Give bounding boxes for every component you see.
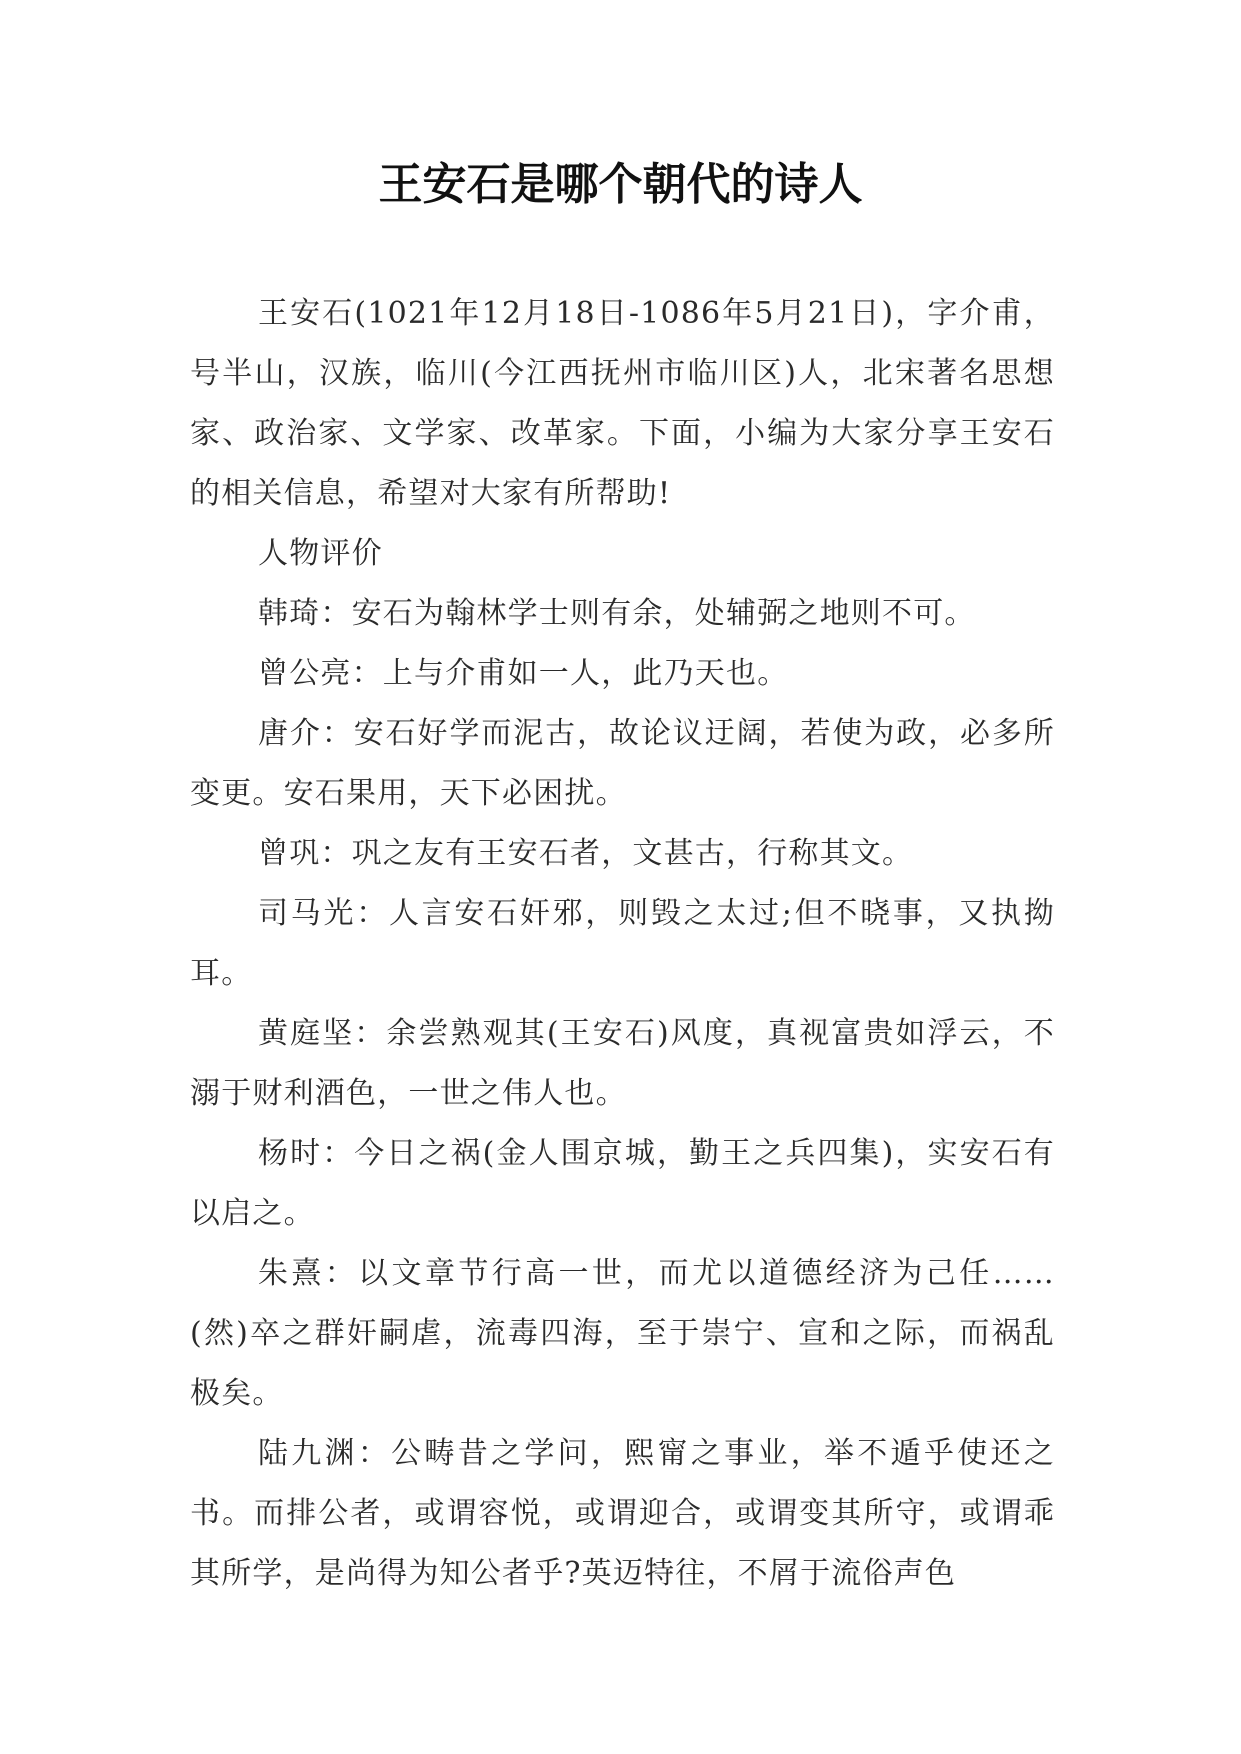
quote-paragraph: 陆九渊：公畴昔之学问，熙甯之事业，举不遁乎使还之书。而排公者，或谓容悦，或谓迎合，或谓变其所守，或谓乖其所学，是尚得为知公者乎?英迈特往，不屑于流俗声色 <box>190 1436 1055 1591</box>
quote-paragraph: 曾巩：巩之友有王安石者，文甚古，行称其文。 <box>258 836 914 871</box>
quote-paragraph: 韩琦：安石为翰林学士则有余，处辅弼之地则不可。 <box>258 596 976 631</box>
document-title: 王安石是哪个朝代的诗人 <box>378 159 863 210</box>
quote-paragraph: 朱熹：以文章节行高一世，而尤以道德经济为己任……(然)卒之群奸嗣虐，流毒四海，至于崇宁、宣和之际，而祸乱极矣。 <box>190 1256 1055 1411</box>
quote-paragraph: 黄庭坚：余尝熟观其(王安石)风度，真视富贵如浮云，不溺于财利酒色，一世之伟人也。 <box>190 1016 1055 1111</box>
document-body <box>190 284 1055 1604</box>
intro-paragraph: 王安石(1021年12月18日-1086年5月21日)，字介甫，号半山，汉族，临川(今江西抚州市临川区)人，北宋著名思想家、政治家、文学家、改革家。下面，小编为大家分享王安石的相关信息，希望对大家有所帮助! <box>190 296 1055 511</box>
quote-paragraph: 司马光：人言安石奸邪，则毁之太过;但不晓事，又执拗耳。 <box>190 896 1055 991</box>
section-heading: 人物评价 <box>258 536 383 571</box>
quote-paragraph: 杨时：今日之祸(金人围京城，勤王之兵四集)，实安石有以启之。 <box>190 1136 1055 1231</box>
quote-paragraph: 曾公亮：上与介甫如一人，此乃天也。 <box>258 656 789 691</box>
quote-paragraph: 唐介：安石好学而泥古，故论议迂阔，若使为政，必多所变更。安石果用，天下必困扰。 <box>190 716 1055 811</box>
